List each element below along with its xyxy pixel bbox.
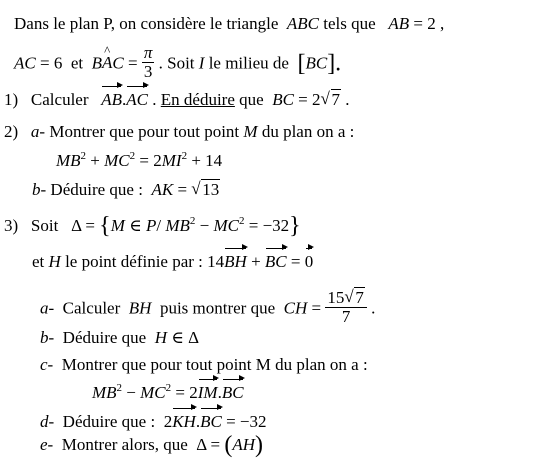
bracket-open: [ — [297, 50, 306, 77]
question-2a — [4, 122, 354, 142]
mc-term: MC — [140, 383, 166, 402]
vector-bc: BC — [221, 383, 244, 402]
vector-ac: AC — [126, 90, 149, 109]
vector-bc: BC — [264, 252, 287, 271]
bracket-close: ]. — [327, 50, 342, 77]
element-of: ∈ — [129, 216, 142, 235]
delta-symbol: Δ — [71, 216, 82, 235]
numerator — [325, 289, 367, 308]
paren-open: ( — [224, 432, 233, 458]
equals: = — [85, 216, 95, 235]
point-h: H — [154, 328, 168, 347]
value: = −32 — [248, 216, 290, 235]
angle-hat-a: ^ A — [102, 53, 112, 73]
vector-bh: BH — [224, 252, 247, 271]
sqrt-7 — [321, 90, 342, 110]
vector-bc: BC — [200, 412, 222, 431]
segment-ak: AK — [151, 180, 174, 199]
point-h: H — [48, 252, 61, 271]
paren-close: ) — [255, 432, 264, 458]
question-3 — [4, 213, 301, 239]
q2a-text: Montrer que pour tout point — [49, 122, 240, 141]
question-1 — [4, 90, 350, 110]
plus: + — [90, 151, 100, 170]
exponent: 2 — [129, 150, 136, 162]
period: . — [371, 298, 376, 318]
mc-term: MC — [104, 151, 130, 170]
ch-fraction — [325, 289, 367, 326]
denominator: 7 — [341, 307, 351, 326]
minus: − — [126, 383, 136, 402]
q1-text: que — [239, 90, 264, 109]
exponent: 2 — [80, 150, 87, 162]
mb-term: MB — [165, 216, 190, 235]
equals: = 2 — [139, 151, 162, 170]
vector-ab: AB — [101, 90, 123, 109]
equals: = — [290, 252, 301, 271]
q3d-text: Déduire que : — [62, 412, 156, 431]
coefficient: 2 — [163, 412, 173, 431]
dot: . — [122, 90, 127, 109]
question-3e — [40, 432, 264, 458]
deduce-underlined: En déduire — [160, 90, 235, 109]
exponent: 2 — [165, 382, 172, 394]
sub-label-a: a- — [30, 122, 46, 141]
value-ac: = 6 — [39, 53, 63, 73]
intro-text: tels que — [323, 14, 376, 33]
segment-ch: CH — [283, 298, 308, 318]
dot: . — [217, 383, 222, 402]
radicand: 7 — [355, 288, 364, 307]
dot: . — [195, 412, 201, 431]
exponent: 2 — [181, 150, 188, 162]
radicand: 7 — [331, 90, 341, 109]
and-word: et — [32, 252, 45, 271]
sub-label-b: b- — [40, 328, 55, 347]
brace-open: { — [99, 213, 111, 239]
plus: + — [251, 252, 261, 271]
question-2b — [32, 180, 220, 200]
point-m: M — [110, 216, 125, 235]
sub-label-c: c- — [40, 355, 54, 374]
sqrt-7 — [344, 289, 365, 307]
question-3d — [40, 412, 267, 432]
angle-vertex-c: C — [112, 53, 124, 73]
q3b-text: Déduire que — [62, 328, 147, 347]
exponent: 2 — [238, 215, 245, 227]
mi-term: MI — [161, 151, 182, 170]
equation-3c — [92, 383, 244, 403]
question-3c — [40, 355, 368, 375]
question-number: 3) — [4, 216, 19, 235]
segment-ac: AC — [14, 53, 36, 73]
constant: + 14 — [191, 151, 223, 170]
q1-value: = 2 — [298, 90, 321, 109]
and-word: et — [70, 53, 84, 73]
intro-text: le milieu de — [208, 53, 289, 73]
slash: / — [156, 216, 162, 235]
intro-line-2 — [14, 43, 342, 83]
definition-text: le point définie par : — [65, 252, 203, 271]
vector-kh: KH — [172, 412, 196, 431]
q3a-text: puis montrer que — [159, 298, 276, 318]
vector-im: IM — [197, 383, 218, 402]
sub-label-d: d- — [40, 412, 55, 431]
segment-bc: BC — [305, 53, 328, 73]
coefficient: 15 — [327, 288, 345, 307]
value-ab: = 2 , — [413, 14, 445, 33]
equals: = — [311, 298, 322, 318]
equals: = — [177, 180, 188, 199]
question-3b — [40, 328, 199, 348]
pi-over-three-fraction — [142, 44, 155, 81]
intro-text: Dans le plan P, on considère le triangle — [14, 14, 279, 33]
period: . — [345, 90, 350, 109]
mb-term: MB — [92, 383, 117, 402]
segment-bh: BH — [128, 298, 152, 318]
question-3a — [40, 288, 376, 328]
line-ah: AH — [232, 435, 256, 454]
intro-line-1 — [14, 14, 444, 34]
sqrt-13 — [191, 180, 220, 200]
plane-p: P — [145, 216, 157, 235]
period: . — [152, 90, 157, 109]
radicand: 13 — [202, 180, 220, 199]
intro-text: . Soit — [158, 53, 195, 73]
coefficient: 14 — [207, 252, 225, 271]
equals-sign: = — [127, 53, 138, 73]
sub-label-e: e- — [40, 435, 54, 454]
question-number: 2) — [4, 122, 19, 141]
pi-symbol: π — [143, 43, 153, 62]
mb-term: MB — [56, 151, 81, 170]
q2b-text: Déduire que : — [50, 180, 143, 199]
triangle-name: ABC — [286, 14, 319, 33]
value: = −32 — [226, 412, 267, 431]
h-definition — [32, 252, 313, 272]
equals: = 2 — [175, 383, 198, 402]
q3e-text: Montrer alors, que — [61, 435, 188, 454]
point-i: I — [198, 53, 205, 73]
equals: = — [210, 435, 221, 454]
angle-vertex-b: B — [91, 53, 102, 73]
delta-symbol: Δ — [188, 328, 200, 347]
q1-text: Calculer — [30, 90, 89, 109]
segment-ab: AB — [388, 14, 410, 33]
sub-label-a: a- — [40, 298, 55, 318]
brace-close: } — [289, 213, 301, 239]
q2a-text: du plan on a : — [261, 122, 355, 141]
zero-vector: 0 — [304, 252, 314, 271]
mc-term: MC — [213, 216, 239, 235]
exponent: 2 — [116, 382, 123, 394]
delta-symbol: Δ — [196, 435, 207, 454]
question-number: 1) — [4, 90, 19, 109]
soit-word: Soit — [30, 216, 59, 235]
equation-2a — [56, 151, 222, 171]
q3c-text: Montrer que pour tout point M du plan on a : — [61, 355, 368, 374]
segment-bc: BC — [272, 90, 294, 109]
minus: − — [199, 216, 210, 235]
denominator: 3 — [143, 62, 153, 81]
point-m: M — [243, 122, 258, 141]
element-of: ∈ — [171, 328, 184, 347]
exponent: 2 — [189, 215, 196, 227]
q3a-text: Calculer — [62, 298, 121, 318]
sub-label-b: b- — [32, 180, 47, 199]
